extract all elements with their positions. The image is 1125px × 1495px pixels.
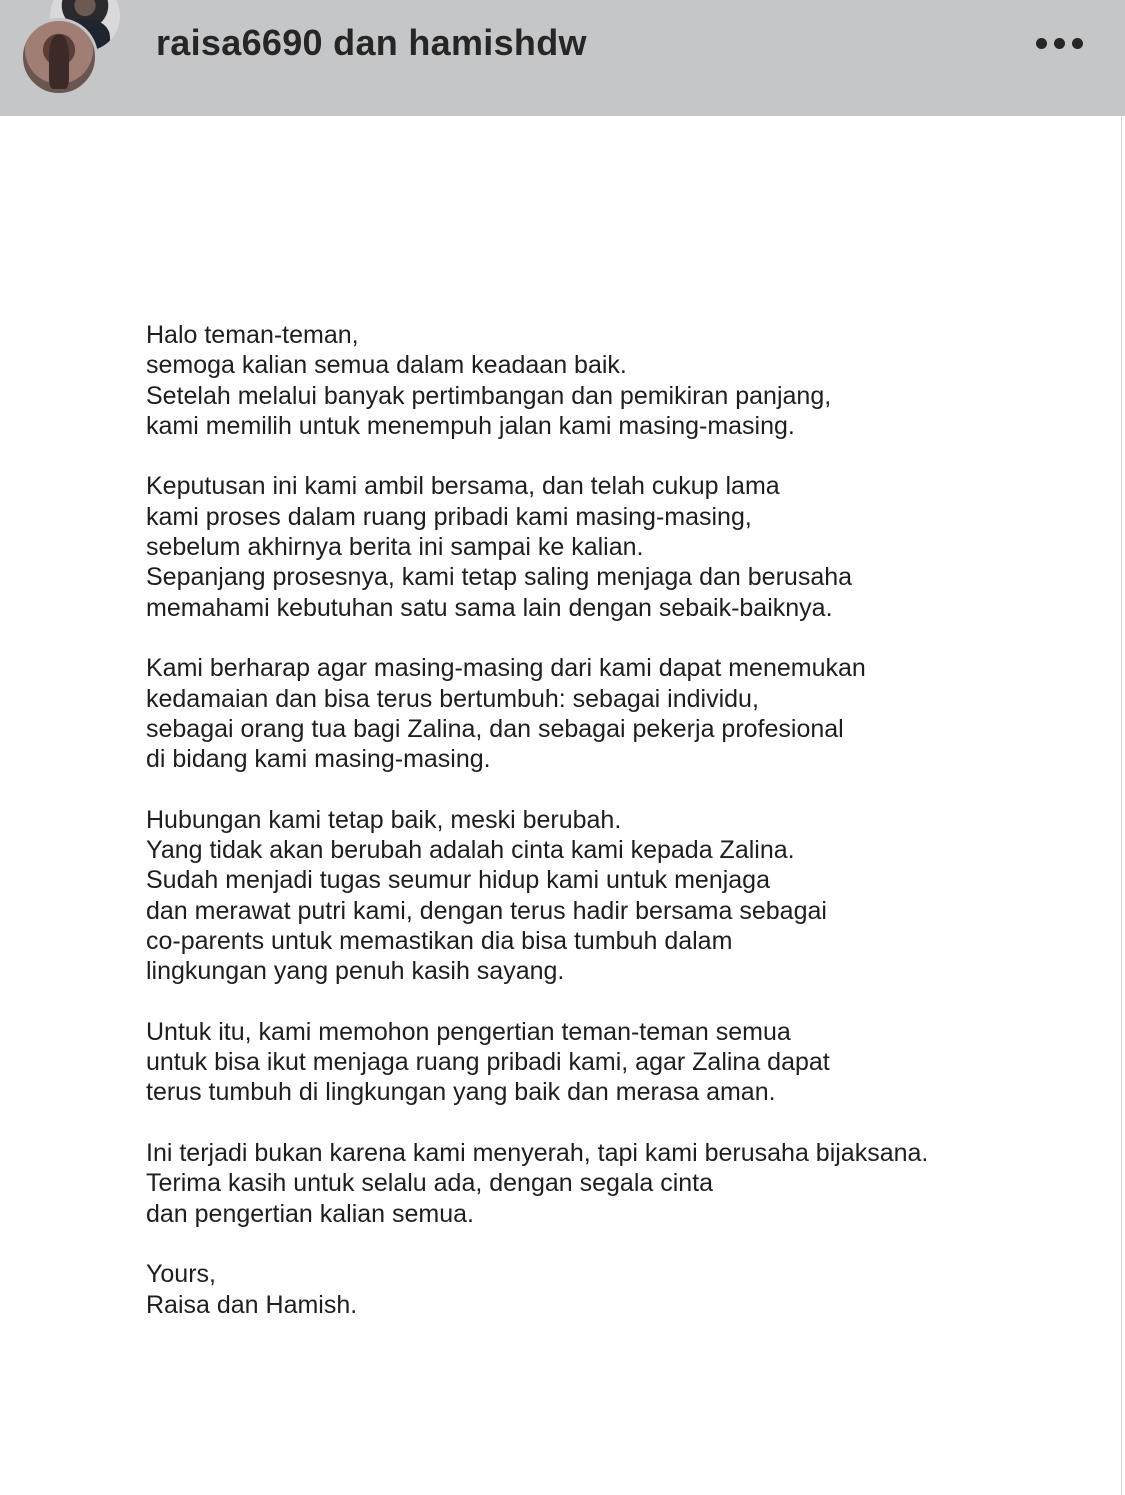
letter-line: Terima kasih untuk selalu ada, dengan segala cinta — [146, 1169, 714, 1198]
letter-paragraph — [146, 653, 1046, 774]
letter-paragraph — [146, 320, 1046, 441]
letter-line: Sudah menjadi tugas seumur hidup kami untuk menjaga — [146, 866, 770, 895]
letter-line: sebagai orang tua bagi Zalina, dan sebagai pekerja profesional — [146, 714, 844, 743]
avatar-figure — [49, 35, 69, 89]
letter-line: Keputusan ini kami ambil bersama, dan telah cukup lama — [146, 472, 780, 501]
signature: Raisa dan Hamish. — [146, 1290, 358, 1319]
letter-line: kedamaian dan bisa terus bertumbuh: sebagai individu, — [146, 684, 759, 713]
letter-line: Halo teman-teman, — [146, 321, 359, 349]
post-header — [0, 0, 1125, 116]
letter-line: memahami kebutuhan satu sama lain dengan sebaik-baiknya. — [146, 593, 833, 622]
letter-line: co-parents untuk memastikan dia bisa tumbuh dalam — [146, 926, 733, 955]
letter-line: kami memilih untuk menempuh jalan kami masing-masing. — [146, 411, 795, 440]
letter-line: Setelah melalui banyak pertimbangan dan pemikiran panjang, — [146, 381, 832, 410]
letter-line: Kami berharap agar masing-masing dari kami dapat menemukan — [146, 654, 866, 683]
closing-salutation: Yours, — [146, 1260, 216, 1289]
post-image-border — [1121, 116, 1122, 1495]
letter-line: kami proses dalam ruang pribadi kami masing-masing, — [146, 502, 752, 531]
letter-paragraph — [146, 1017, 1046, 1108]
letter-line: dan pengertian kalian semua. — [146, 1199, 475, 1228]
letter-paragraph — [146, 805, 1046, 987]
more-horizontal-icon[interactable] — [1034, 36, 1084, 52]
letter-line: Ini terjadi bukan karena kami menyerah, tapi kami berusaha bijaksana. — [146, 1139, 929, 1168]
letter-line: terus tumbuh di lingkungan yang baik dan merasa aman. — [146, 1078, 776, 1107]
letter-line: lingkungan yang penuh kasih sayang. — [146, 957, 565, 986]
letter-body — [146, 320, 1046, 1320]
avatar-raisa6690[interactable] — [20, 18, 98, 96]
letter-line: Sepanjang prosesnya, kami tetap saling menjaga dan berusaha — [146, 563, 853, 592]
letter-line: Yang tidak akan berubah adalah cinta kami kepada Zalina. — [146, 836, 795, 865]
letter-line: sebelum akhirnya berita ini sampai ke kalian. — [146, 533, 644, 562]
letter-closing — [146, 1259, 1046, 1320]
collab-avatars[interactable] — [20, 0, 120, 100]
letter-line: semoga kalian semua dalam keadaan baik. — [146, 351, 627, 380]
letter-paragraph — [146, 471, 1046, 622]
letter-line: Untuk itu, kami memohon pengertian teman-teman semua — [146, 1017, 791, 1046]
letter-paragraph — [146, 1138, 1046, 1229]
post-author-names[interactable]: raisa6690 dan hamishdw — [156, 22, 587, 63]
letter-line: di bidang kami masing-masing. — [146, 745, 491, 774]
letter-line: dan merawat putri kami, dengan terus hadir bersama sebagai — [146, 896, 827, 925]
letter-line: Hubungan kami tetap baik, meski berubah. — [146, 805, 622, 834]
letter-line: untuk bisa ikut menjaga ruang pribadi kami, agar Zalina dapat — [146, 1048, 830, 1077]
